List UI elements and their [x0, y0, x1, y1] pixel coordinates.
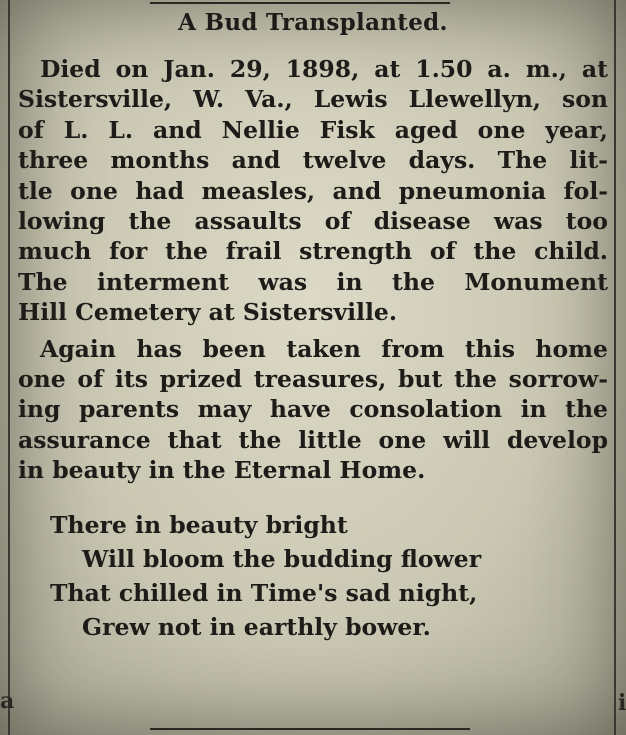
- text-line: Again has been taken from this home: [40, 334, 608, 363]
- text-line: Died on Jan. 29, 1898, at 1.50 a. m., at: [40, 55, 608, 83]
- text-line: tle one had measles, and pneumonia fol-: [18, 176, 608, 205]
- column-rule-right: [614, 0, 616, 735]
- text-line: Hill Cemetery at Sistersville.: [18, 298, 398, 327]
- poem-line: There in beauty bright: [50, 510, 348, 539]
- text-line: ing parents may have consolation in the: [18, 395, 608, 424]
- text-line: three months and twelve days. The lit-: [18, 146, 608, 175]
- obituary-article: [18, 6, 608, 644]
- column-rule-left: [8, 0, 10, 735]
- text-line: one of its prized treasures, but the sorrow-: [18, 365, 608, 394]
- poem-line: Grew not in earthly bower.: [82, 612, 431, 641]
- poem-line: Will bloom the budding flower: [82, 544, 482, 573]
- right-margin-fragment: i: [618, 690, 626, 716]
- text-line: assurance that the little one will develop: [18, 425, 608, 454]
- headline: A Bud Transplanted.: [178, 9, 448, 36]
- text-line: of L. L. and Nellie Fisk aged one year,: [18, 115, 608, 144]
- bottom-divider-rule: [150, 728, 470, 730]
- text-line: in beauty in the Eternal Home.: [18, 456, 426, 485]
- poem-verse: [18, 508, 608, 644]
- obituary-paragraph: [18, 54, 608, 328]
- text-line: The interment was in the Monument: [18, 267, 608, 296]
- text-line: lowing the assaults of disease was too: [18, 207, 608, 236]
- left-margin-fragment: a: [0, 688, 15, 714]
- text-line: Sistersville, W. Va., Lewis Llewellyn, son: [18, 85, 608, 114]
- top-divider-rule: [150, 2, 450, 4]
- consolation-paragraph: [18, 334, 608, 486]
- text-line: much for the frail strength of the child.: [18, 237, 608, 266]
- poem-line: That chilled in Time's sad night,: [50, 578, 478, 607]
